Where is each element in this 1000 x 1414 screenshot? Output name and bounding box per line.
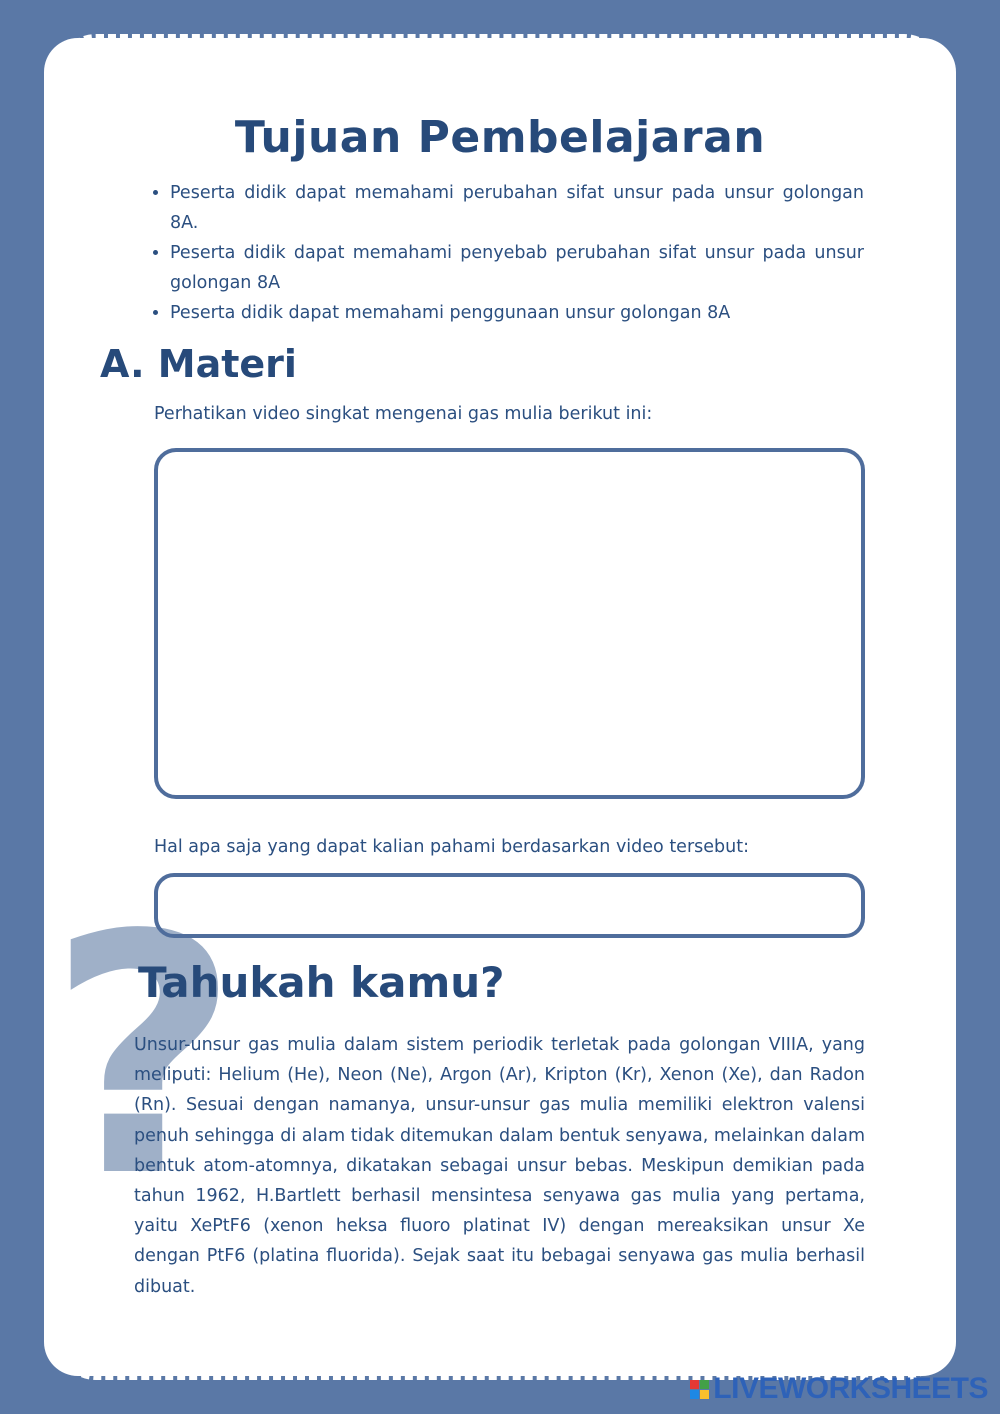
question-mark-decoration: ? xyxy=(48,865,240,1249)
answer-prompt: Hal apa saja yang dapat kalian pahami berdasarkan video tersebut: xyxy=(154,837,749,857)
section-a-heading: A. Materi xyxy=(100,342,297,386)
video-prompt: Perhatikan video singkat mengenai gas mulia berikut ini: xyxy=(154,404,653,424)
answer-input[interactable] xyxy=(154,873,865,938)
liveworksheets-logo-icon xyxy=(690,1380,709,1399)
objective-item: • Peserta didik dapat memahami penyebab perubahan sifat unsur pada unsur golongan 8A xyxy=(170,238,864,298)
video-player[interactable] xyxy=(154,448,865,799)
watermark-text: LIVEWORKSHEETS xyxy=(713,1372,988,1405)
objective-item: • Peserta didik dapat memahami perubahan sifat unsur pada unsur golongan 8A. xyxy=(170,178,864,238)
logo-square xyxy=(700,1380,709,1389)
page-title: Tujuan Pembelajaran xyxy=(234,112,766,163)
learning-objectives-list xyxy=(146,178,864,328)
objective-item: • Peserta didik dapat memahami penggunaan unsur golongan 8A xyxy=(170,298,864,328)
did-you-know-paragraph: Unsur-unsur gas mulia dalam sistem periodik terletak pada golongan VIIIA, yang meliputi: Helium (He), Neon (Ne), Argon (Ar), Kripton (Kr), Xenon (Xe), dan Radon (Rn). Sesuai dengan namanya, unsur-unsur gas mulia memiliki elektron valensi penuh sehingga di alam tidak ditemukan dalam bentuk senyawa, melainkan dalam bentuk atom-atomnya, dikatakan sebagai unsur bebas. Meskipun demikian pada tahun 1962, H.Bartlett berhasil mensintesa senyawa gas mulia yang pertama, yaitu XePtF6 (xenon heksa fluoro platinat IV) dengan mereaksikan unsur Xe dengan PtF6 (platina fluorida). Sejak saat itu bebagai senyawa gas mulia berhasil dibuat. xyxy=(134,1035,865,1297)
did-you-know-heading: Tahukah kamu? xyxy=(138,958,505,1007)
liveworksheets-watermark xyxy=(690,1372,988,1406)
logo-square xyxy=(690,1390,699,1399)
logo-square xyxy=(690,1380,699,1389)
logo-square xyxy=(700,1390,709,1399)
